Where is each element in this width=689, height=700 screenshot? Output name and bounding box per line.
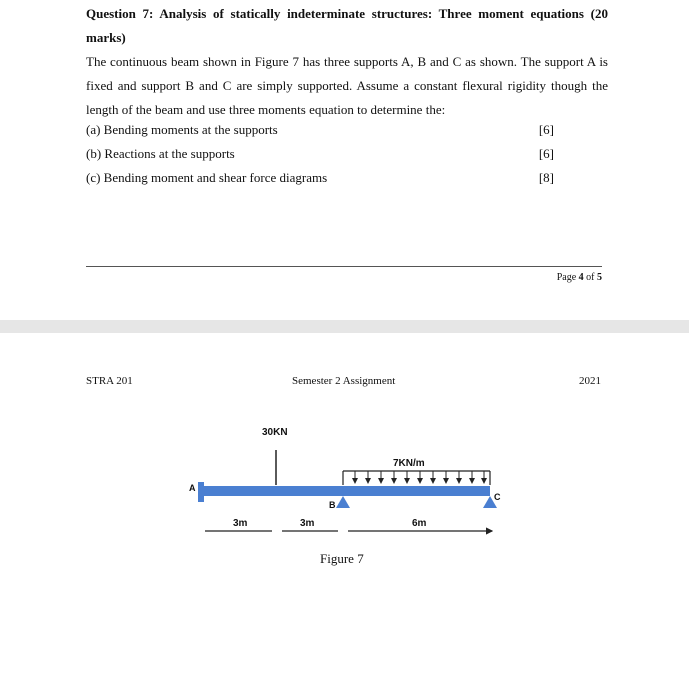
beam [204,486,490,496]
part-b [86,146,554,162]
question-block [86,2,608,122]
part-a [86,122,554,138]
header-year: 2021 [579,375,601,387]
label-c: C [494,492,501,502]
beam-figure [0,333,689,543]
footer-rule [86,266,602,267]
header-center: Semester 2 Assignment [292,375,396,387]
part-c-marks: [8] [538,170,554,185]
page-number: Page 4 of 5 [556,272,602,283]
fixed-support-a [198,482,204,502]
udl-load [343,471,490,485]
label-b: B [329,500,336,510]
point-load-label: 30KN [262,427,288,438]
udl-label: 7KN/m [393,458,425,469]
page-4 [0,0,689,320]
dim-label-3: 6m [412,518,427,529]
dim-label-1: 3m [233,518,248,529]
pin-support-b [336,496,350,508]
page-5 [0,333,689,700]
question-body: The continuous beam shown in Figure 7 has three supports A, B and C as shown. The support A is fixed and support B and C are simply supported. Assume a constant flexural rigidity though the length of the beam and use three moments equation to determine the: [86,54,608,117]
course-code: STRA 201 [86,375,133,387]
part-b-label: (b) Reactions at the supports [86,146,235,161]
question-title: Question 7: Analysis of statically indeterminate structures: Three moment equations (20 marks) [86,6,608,45]
part-c [86,170,554,186]
figure-caption: Figure 7 [320,551,364,566]
label-a: A [189,483,196,493]
part-c-label: (c) Bending moment and shear force diagrams [86,170,328,185]
part-b-marks: [6] [538,146,554,161]
part-a-marks: [6] [538,122,554,137]
part-a-label: (a) Bending moments at the supports [86,122,278,137]
dim-label-2: 3m [300,518,315,529]
